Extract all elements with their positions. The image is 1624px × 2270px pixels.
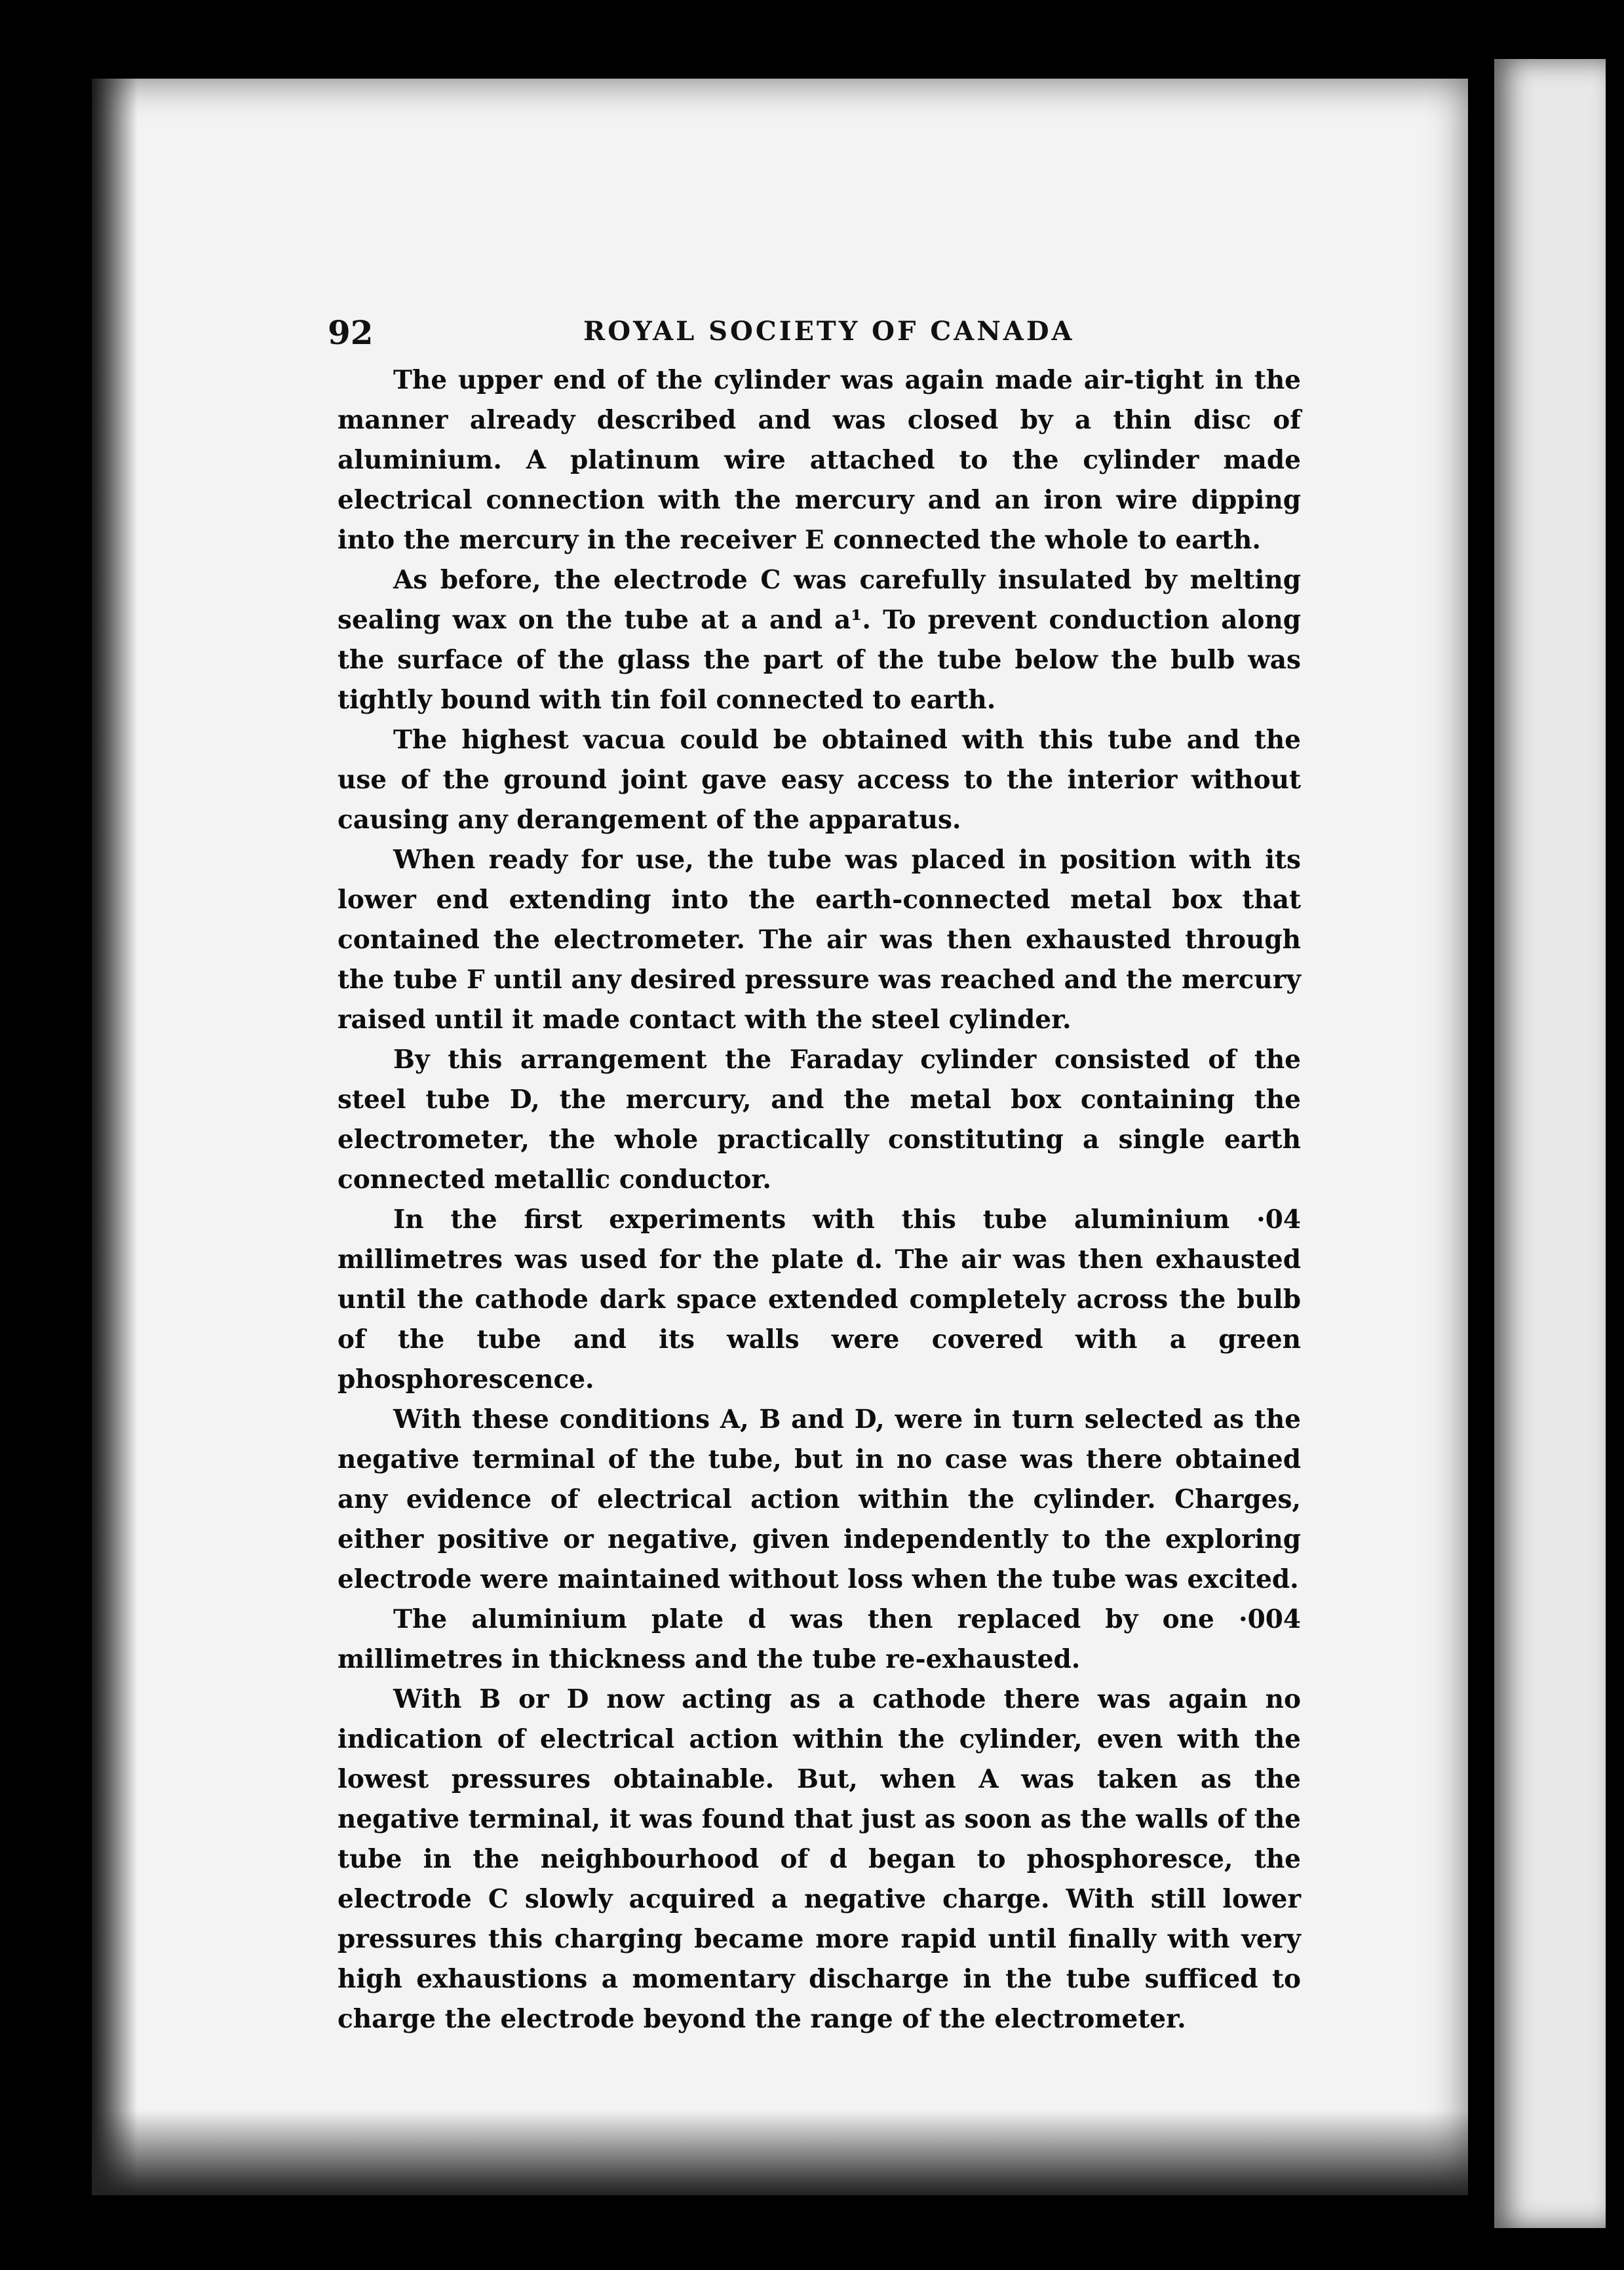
paragraph: In the first experiments with this tube aluminium ·04 millimetres was used for the plate d. The air was then exhausted until the cathode dark space extended completely across the bulb of the tube and its walls were covered with a green phosphorescence. xyxy=(338,1204,1301,1395)
adjacent-page-edge xyxy=(1494,59,1606,2228)
page-number: 92 xyxy=(328,313,374,352)
paragraph: As before, the electrode C was carefully insulated by melting sealing wax on the tube at a and a¹. To prevent conduction along the surface of the glass the part of the tube below the bulb was tightly bound with tin foil connected to earth. xyxy=(338,565,1301,715)
paragraph: When ready for use, the tube was placed in position with its lower end extending into the earth-connected metal box that contained the electrometer. The air was then exhausted through the tube F until any desired pressure was reached and the mercury raised until it made contact with the steel cylinder. xyxy=(338,845,1301,1035)
paragraph: With B or D now acting as a cathode there was again no indication of electrical action within the cylinder, even with the lowest pressures obtainable. But, when A was taken as the negative terminal, it was found that just as soon as the walls of the tube in the neighbourhood of d began to phosphoresce, the electrode C slowly acquired a negative charge. With still lower pressures this charging became more rapid until finally with very high exhaustions a momentary discharge in the tube sufficed to charge the electrode beyond the range of the electrometer. xyxy=(338,1684,1301,2034)
page-shadow-bottom xyxy=(92,2110,1468,2195)
paragraph: By this arrangement the Faraday cylinder consisted of the steel tube D, the mercury, and the metal box containing the electrometer, the whole practically constituting a single earth connected metallic conductor. xyxy=(338,1045,1301,1195)
running-head xyxy=(328,313,1244,353)
paragraph: With these conditions A, B and D, were in turn selected as the negative terminal of the tube, but in no case was there obtained any evidence of electrical action within the cylinder. Charges, either positive or negative, given independently to the exploring electrode were maintained without loss when the tube was excited. xyxy=(338,1404,1301,1594)
page-shadow-left xyxy=(92,79,138,2195)
paragraph: The highest vacua could be obtained with this tube and the use of the ground joint gave easy access to the interior without causing any derangement of the apparatus. xyxy=(338,725,1301,835)
body-text xyxy=(338,360,1301,2039)
paragraph: The upper end of the cylinder was again made air-tight in the manner already described and was closed by a thin disc of aluminium. A platinum wire attached to the cylinder made electrical connection with the mercury and an iron wire dipping into the mercury in the receiver E connected the whole to earth. xyxy=(338,365,1301,555)
page-gutter xyxy=(1468,66,1494,2228)
journal-title: ROYAL SOCIETY OF CANADA xyxy=(583,316,1075,347)
paragraph: The aluminium plate d was then replaced by one ·004 millimetres in thickness and the tube re-exhausted. xyxy=(338,1604,1301,1674)
